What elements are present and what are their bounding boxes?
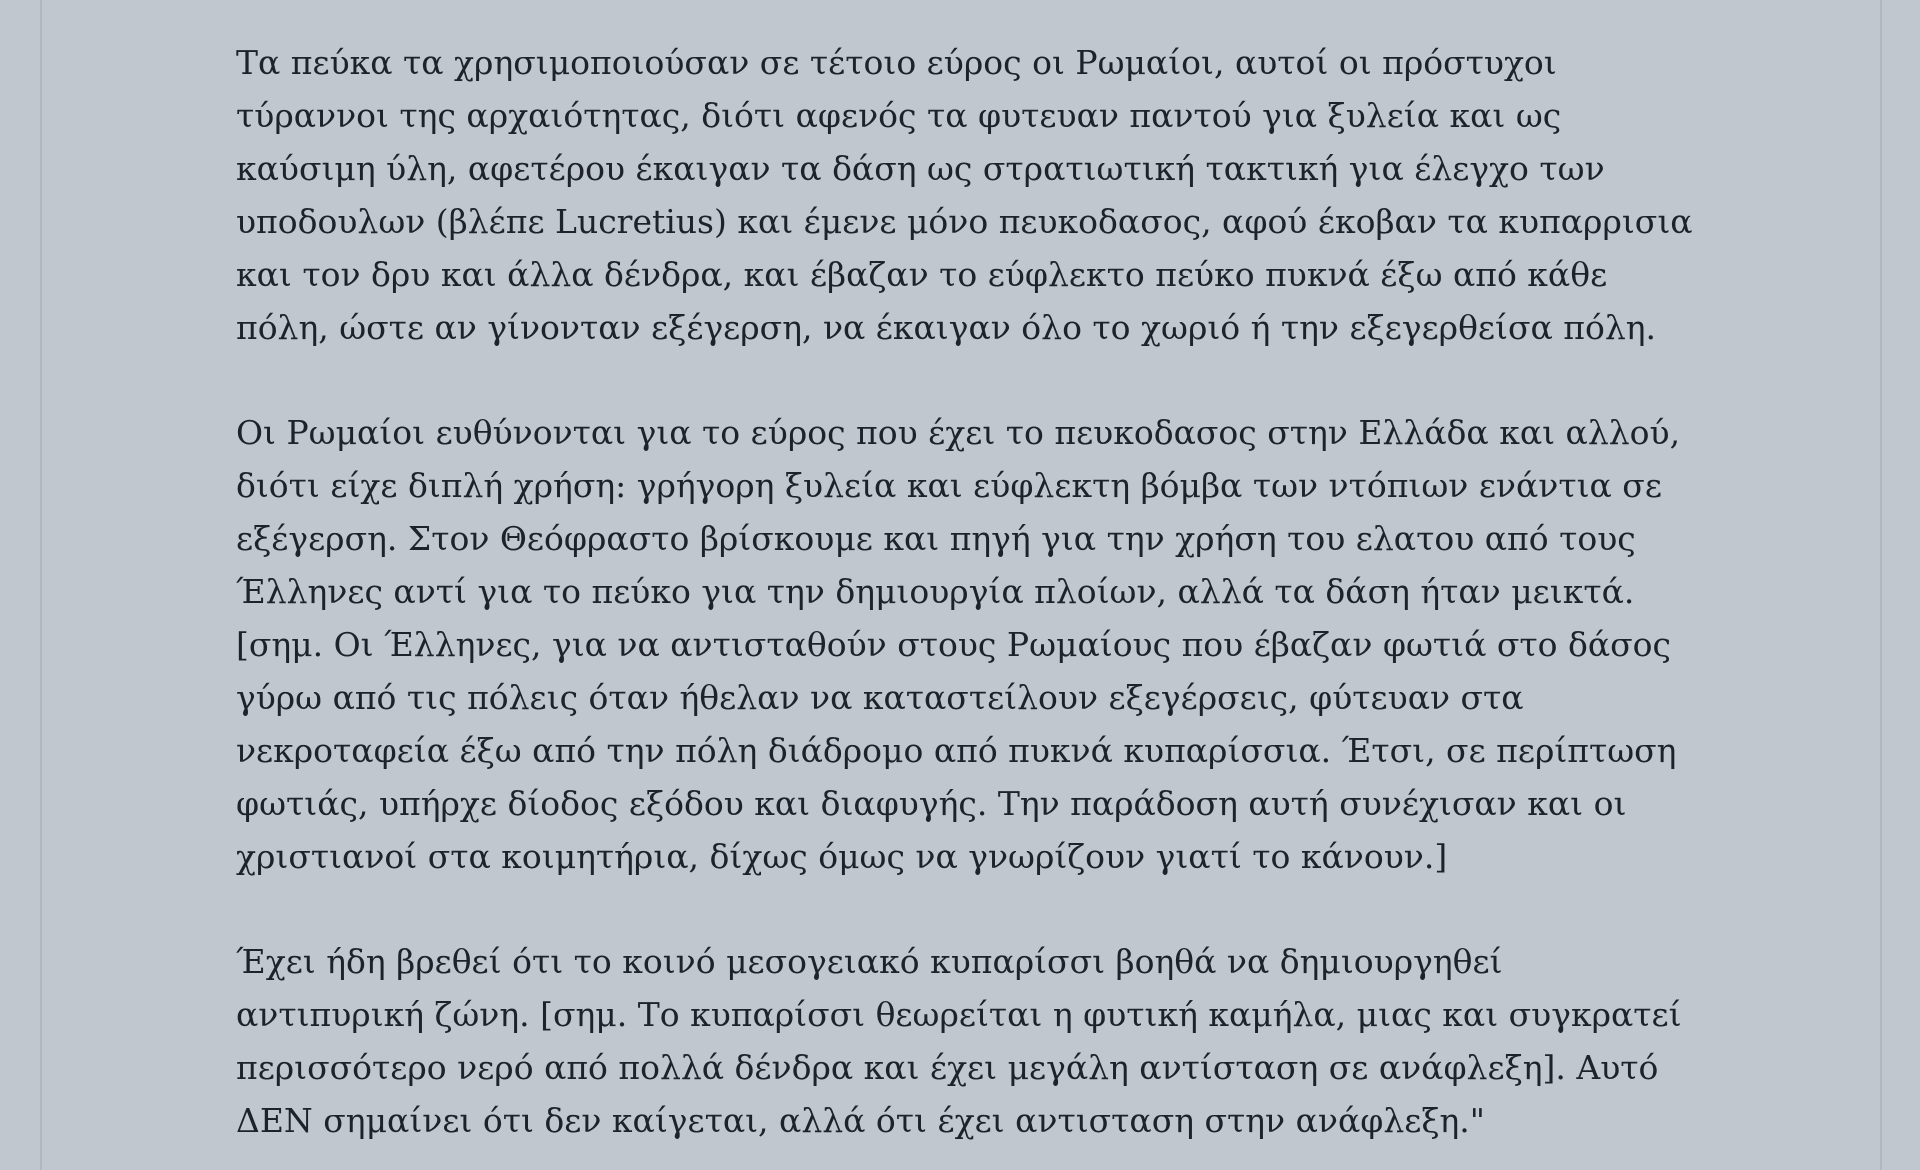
left-column-border <box>40 0 42 1170</box>
post-body <box>236 36 1696 1147</box>
right-column-border <box>1880 0 1882 1170</box>
paragraph-pine-forests-greece: Οι Ρωμαίοι ευθύνονται για το εύρος που έχει το πευκοδασος στην Ελλάδα και αλλού, διότι είχε διπλή χρήση: γρήγορη ξυλεία και εύφλεκτη βόμβα των ντόπιων ενάντια σε εξέγερση. Στον Θεόφραστο βρίσκουμε και πηγή για την χρήση του ελατου από τους Έλληνες αντί για το πεύκο για την δημιουργία πλοίων, αλλά τα δάση ήταν μεικτά. [σημ. Οι Έλληνες, για να αντισταθούν στους Ρωμαίους που έβαζαν φωτιά στο δάσος γύρω από τις πόλεις όταν ήθελαν να καταστείλουν εξεγέρσεις, φύτευαν στα νεκροταφεία έξω από την πόλη διάδρομο από πυκνά κυπαρίσσια. Έτσι, σε περίπτωση φωτιάς, υπήρχε δίοδος εξόδου και διαφυγής. Την παράδοση αυτή συνέχισαν και οι χριστιανοί στα κοιμητήρια, δίχως όμως να γνωρίζουν γιατί το κάνουν.] <box>236 413 1681 876</box>
paragraph-roman-pines: Τα πεύκα τα χρησιμοποιούσαν σε τέτοιο εύρος οι Ρωμαίοι, αυτοί οι πρόστυχοι τύραννοι της αρχαιότητας, διότι αφενός τα φυτευαν παντού για ξυλεία και ως καύσιμη ύλη, αφετέρου έκαιγαν τα δάση ως στρατιωτική τακτική για έλεγχο των υποδουλων (βλέπε Lucretius) και έμενε μόνο πευκοδασος, αφού έκοβαν τα κυπαρρισια και τον δρυ και άλλα δένδρα, και έβαζαν το εύφλεκτο πεύκο πυκνά έξω από κάθε πόλη, ώστε αν γίνονταν εξέγερση, να έκαιγαν όλο το χωριό ή την εξεγερθείσα πόλη. <box>236 43 1693 347</box>
paragraph-cypress-firebreak: Έχει ήδη βρεθεί ότι το κοινό μεσογειακό κυπαρίσσι βοηθά να δημιουργηθεί αντιπυρική ζώνη. [σημ. Το κυπαρίσσι θεωρείται η φυτική καμήλα, μιας και συγκρατεί περισσότερο νερό από πολλά δένδρα και έχει μεγάλη αντίσταση σε ανάφλεξη]. Αυτό ΔΕΝ σημαίνει ότι δεν καίγεται, αλλά ότι έχει αντισταση στην ανάφλεξη." <box>236 942 1682 1140</box>
